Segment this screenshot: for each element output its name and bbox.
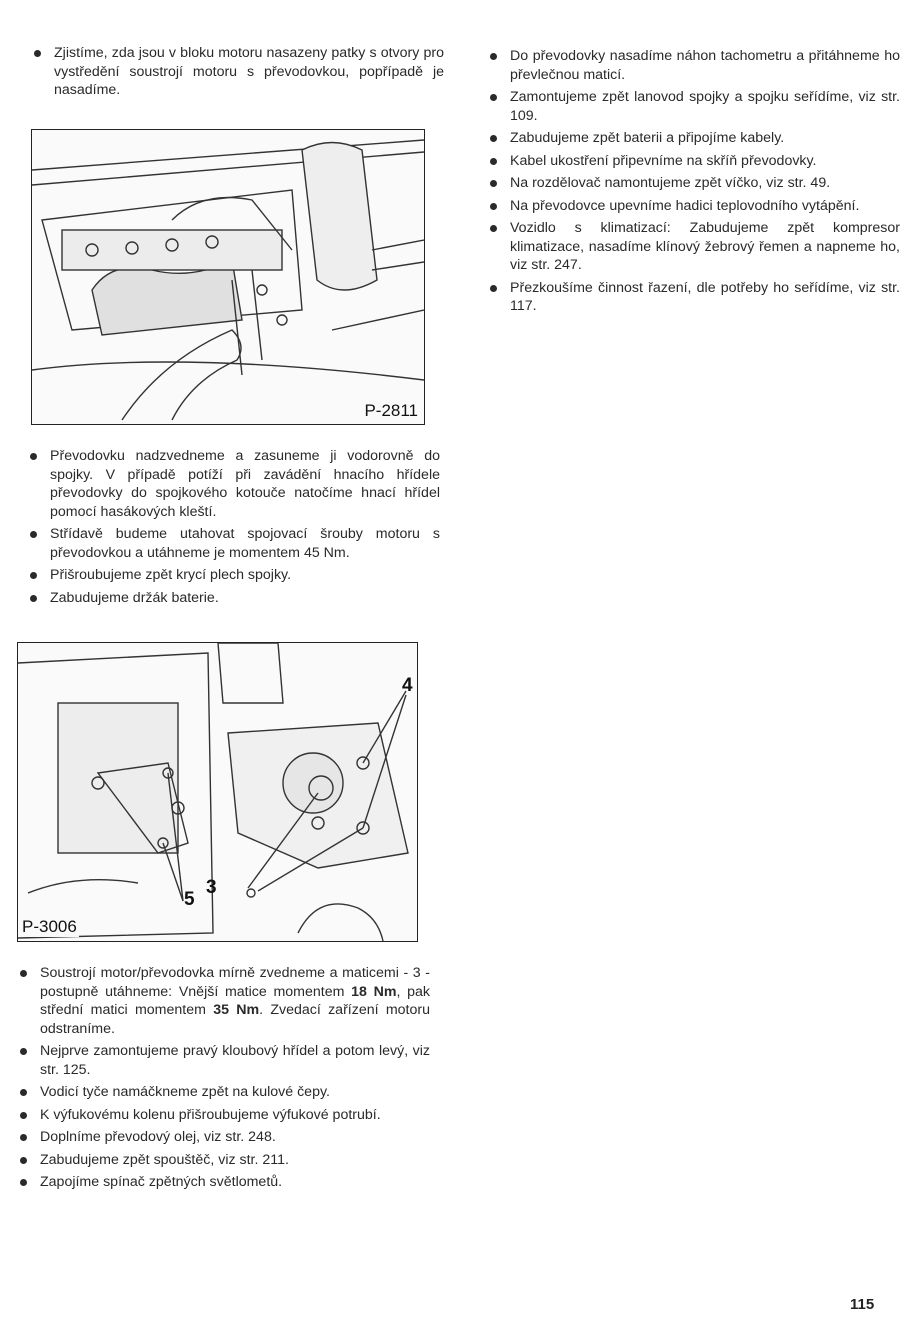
page-number: 115	[850, 1296, 875, 1313]
bullet-icon	[30, 595, 37, 602]
engine-illustration	[32, 130, 424, 424]
list-item: Na rozdělovač namontujeme zpět víčko, viz str. 49.	[488, 174, 900, 193]
list-item: Zabudujeme zpět spouštěč, viz str. 211.	[18, 1151, 430, 1170]
list-item: Přišroubujeme zpět krycí plech spojky.	[28, 566, 440, 585]
list-item: Zamontujeme zpět lanovod spojky a spojku seřídíme, viz str. 109.	[488, 88, 900, 125]
bullet-icon	[20, 1089, 27, 1096]
right-column-instructions	[488, 47, 900, 320]
bullet-icon	[490, 135, 497, 142]
bullet-icon	[490, 225, 497, 232]
list-item: Vodicí tyče namáčkneme zpět na kulové čepy.	[18, 1083, 430, 1102]
figure-p2811	[31, 129, 425, 425]
bullet-icon	[20, 1134, 27, 1141]
list-item: Zabudujeme držák baterie.	[28, 589, 440, 608]
list-item: Vozidlo s klimatizací: Zabudujeme zpět kompresor klimatizace, nasadíme klínový žebrový řemen a napneme ho, viz str. 247.	[488, 219, 900, 275]
callout-5: 5	[184, 889, 195, 910]
figure-label: P-2811	[364, 401, 418, 420]
bullet-icon	[20, 1179, 27, 1186]
bullet-icon	[30, 531, 37, 538]
bullet-icon	[490, 203, 497, 210]
list-item: Zabudujeme zpět baterii a připojíme kabely.	[488, 129, 900, 148]
list-item: Střídavě budeme utahovat spojovací šrouby motoru s převodovkou a utáhneme je momentem 45 Nm.	[28, 525, 440, 562]
bullet-icon	[20, 1048, 27, 1055]
bullet-icon	[490, 94, 497, 101]
figure-p3006	[17, 642, 418, 942]
list-item: Soustrojí motor/převodovka mírně zvedneme a maticemi - 3 - postupně utáhneme: Vnější matice momentem 18 Nm, pak střední matici momentem 35 Nm. Zvedací zařízení motoru odstraníme.	[18, 964, 430, 1038]
bullet-icon	[490, 285, 497, 292]
left-top-instructions	[32, 44, 444, 104]
bullet-icon	[34, 50, 41, 57]
left-middle-instructions	[28, 447, 440, 611]
bullet-icon	[30, 453, 37, 460]
list-item: Kabel ukostření připevníme na skříň převodovky.	[488, 152, 900, 171]
list-item: Do převodovky nasadíme náhon tachometru a přitáhneme ho převlečnou maticí.	[488, 47, 900, 84]
list-item: Nejprve zamontujeme pravý kloubový hřídel a potom levý, viz str. 125.	[18, 1042, 430, 1079]
bullet-icon	[490, 158, 497, 165]
callout-4: 4	[402, 675, 413, 696]
bullet-icon	[20, 1157, 27, 1164]
list-item: Zapojíme spínač zpětných světlometů.	[18, 1173, 430, 1192]
list-item: Na převodovce upevníme hadici teplovodního vytápění.	[488, 197, 900, 216]
list-item: K výfukovému kolenu přišroubujeme výfukové potrubí.	[18, 1106, 430, 1125]
bullet-icon	[30, 572, 37, 579]
list-item: Převodovku nadzvedneme a zasuneme ji vodorovně do spojky. V případě potíží při zavádění hnacího hřídele převodovky do spojkového kotouče natočíme hnací hřídel pomocí hasákových kleští.	[28, 447, 440, 521]
bullet-icon	[490, 180, 497, 187]
gearbox-mount-illustration	[18, 643, 417, 941]
callout-3: 3	[206, 877, 217, 898]
list-item: Zjistíme, zda jsou v bloku motoru nasazeny patky s otvory pro vystředění soustrojí motoru s převodovkou, popřípadě je nasadíme.	[32, 44, 444, 100]
bullet-icon	[490, 53, 497, 60]
figure-label: P-3006	[22, 917, 77, 936]
left-bottom-instructions	[18, 964, 430, 1196]
bullet-icon	[20, 970, 27, 977]
list-item: Přezkoušíme činnost řazení, dle potřeby ho seřídíme, viz str. 117.	[488, 279, 900, 316]
list-item: Doplníme převodový olej, viz str. 248.	[18, 1128, 430, 1147]
bullet-icon	[20, 1112, 27, 1119]
